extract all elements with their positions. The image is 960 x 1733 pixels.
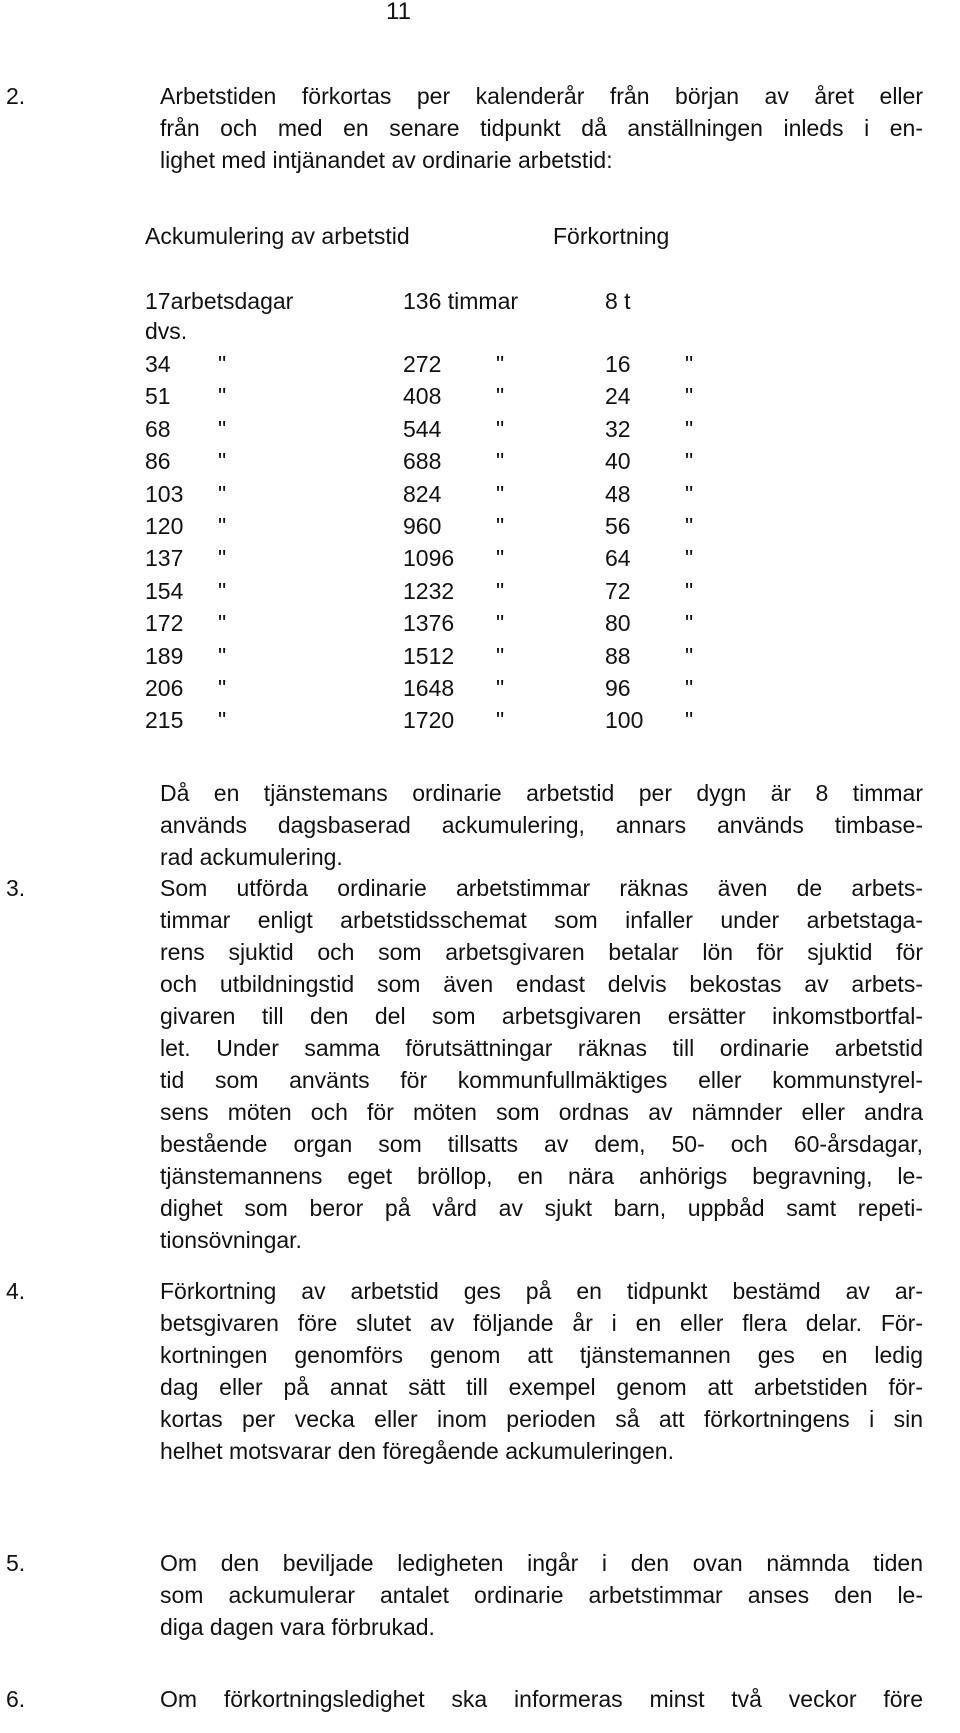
ditto-mark: " (218, 545, 227, 572)
ditto-mark: " (685, 610, 694, 637)
text-line: från och med en senare tidpunkt då anställningen inleds i en- (160, 115, 923, 141)
cell-hours: 1096 (403, 545, 455, 572)
cell-hours: 1512 (403, 642, 455, 669)
ditto-mark: " (685, 577, 694, 604)
ditto-mark: " (218, 415, 227, 442)
cell-hours: 136 timmar (403, 288, 519, 314)
ditto-mark: " (218, 610, 227, 637)
cell-reduction: 16 (605, 351, 631, 377)
cell-reduction: 8 t (605, 288, 631, 314)
table-rows (145, 348, 845, 737)
cell-hours: 544 (403, 415, 442, 442)
table-row (145, 478, 845, 510)
cell-hours: 1648 (403, 674, 455, 701)
item-number: 5. (6, 1550, 26, 1576)
text-line: kortas per vecka eller inom perioden så att förkortningens i sin (160, 1406, 923, 1432)
text-line: Förkortning av arbetstid ges på en tidpunkt bestämd av ar- (160, 1278, 923, 1304)
cell-days: 103 (145, 480, 184, 507)
ditto-mark: " (218, 642, 227, 669)
ditto-mark: " (496, 545, 505, 572)
cell-reduction: 56 (605, 512, 631, 539)
ditto-mark: " (218, 480, 227, 507)
text-line: kortningen genomförs genom att tjänstemannen ges en ledig (160, 1342, 923, 1368)
ditto-mark: " (496, 383, 505, 410)
text-line: som ackumulerar antalet ordinarie arbetstimmar anses den le- (160, 1582, 923, 1608)
cell-reduction: 64 (605, 545, 631, 572)
cell-reduction: 32 (605, 415, 631, 442)
cell-reduction: 80 (605, 610, 631, 637)
cell-days: 120 (145, 512, 184, 539)
header-reduction: Förkortning (553, 223, 670, 249)
ditto-mark: " (496, 512, 505, 539)
table-row (145, 640, 845, 672)
text-line: sens möten och för möten som ordnas av nämnder eller andra (160, 1099, 923, 1125)
item-body (160, 1683, 923, 1715)
header-accumulation: Ackumulering av arbetstid (145, 223, 410, 249)
item-number: 6. (6, 1686, 26, 1712)
cell-hours: 1232 (403, 577, 455, 604)
ditto-mark: " (218, 448, 227, 475)
ditto-mark: " (685, 448, 694, 475)
cell-days: 86 (145, 448, 171, 475)
text-line: används dagsbaserad ackumulering, annars används timbase- (160, 812, 923, 838)
item-body (160, 1275, 923, 1467)
ditto-mark: " (685, 674, 694, 701)
text-line: Om den beviljade ledigheten ingår i den ovan nämnda tiden (160, 1550, 923, 1576)
ditto-mark: " (496, 674, 505, 701)
text-line: givaren till den del som arbetsgivaren ersätter inkomstbortfal- (160, 1003, 923, 1029)
text-line: tionsövningar. (160, 1227, 302, 1253)
ditto-mark: " (685, 383, 694, 410)
ditto-mark: " (496, 642, 505, 669)
ditto-mark: " (685, 480, 694, 507)
item-number: 4. (6, 1278, 26, 1304)
ditto-mark: " (218, 577, 227, 604)
text-line: lighet med intjänandet av ordinarie arbetstid: (160, 147, 613, 173)
text-line: let. Under samma förutsättningar räknas till ordinarie arbetstid (160, 1035, 923, 1061)
cell-hours: 272 (403, 351, 442, 377)
ditto-mark: " (685, 707, 694, 734)
text-line: bestående organ som tillsatts av dem, 50- och 60-årsdagar, (160, 1131, 923, 1157)
table-first-row (145, 285, 845, 317)
ditto-mark: " (496, 415, 505, 442)
cell-days: 154 (145, 577, 184, 604)
text-line: diga dagen vara förbrukad. (160, 1614, 435, 1640)
table-row (145, 672, 845, 704)
ditto-mark: " (218, 351, 227, 377)
table-row (145, 542, 845, 574)
text-line: Som utförda ordinarie arbetstimmar räknas även de arbets- (160, 875, 923, 901)
ditto-mark: " (685, 545, 694, 572)
cell-hours: 1376 (403, 610, 455, 637)
cell-reduction: 48 (605, 480, 631, 507)
text-line: Då en tjänstemans ordinarie arbetstid per dygn är 8 timmar (160, 780, 923, 806)
cell-hours: 1720 (403, 707, 455, 734)
text-line: Om förkortningsledighet ska informeras minst två veckor före (160, 1686, 923, 1712)
item-number: 2. (6, 83, 26, 109)
ditto-mark: " (218, 707, 227, 734)
item-body (160, 872, 923, 1256)
dvs-label: dvs. (145, 318, 188, 344)
cell-days: 172 (145, 610, 184, 637)
cell-reduction: 24 (605, 383, 631, 410)
cell-hours: 688 (403, 448, 442, 475)
text-line: rens sjuktid och som arbetsgivaren betalar lön för sjuktid för (160, 939, 923, 965)
ditto-mark: " (496, 448, 505, 475)
ditto-mark: " (218, 383, 227, 410)
cell-days: 34 (145, 351, 171, 377)
cell-days: 137 (145, 545, 184, 572)
table-row (145, 413, 845, 445)
table-row (145, 607, 845, 639)
cell-reduction: 72 (605, 577, 631, 604)
cell-reduction: 88 (605, 642, 631, 669)
ditto-mark: " (496, 351, 505, 377)
item-number: 3. (6, 875, 26, 901)
cell-reduction: 40 (605, 448, 631, 475)
ditto-mark: " (496, 707, 505, 734)
item-body (160, 1547, 923, 1643)
text-line: tid som använts för kommunfullmäktiges eller kommunstyrel- (160, 1067, 923, 1093)
ditto-mark: " (685, 415, 694, 442)
text-line: betsgivaren före slutet av följande år i en eller flera delar. För- (160, 1310, 923, 1336)
table-row (145, 348, 845, 380)
cell-days: 68 (145, 415, 171, 442)
cell-days: 206 (145, 674, 184, 701)
text-line: och utbildningstid som även endast delvis bekostas av arbets- (160, 971, 923, 997)
cell-reduction: 100 (605, 707, 644, 734)
cell-hours: 408 (403, 383, 442, 410)
page-number: 11 (386, 0, 411, 25)
table-row (145, 704, 845, 736)
item-body (160, 80, 923, 176)
ditto-mark: " (496, 480, 505, 507)
table-row (145, 445, 845, 477)
text-line: timmar enligt arbetstidsschemat som infaller under arbetstaga- (160, 907, 923, 933)
table-header (145, 220, 845, 252)
text-line: rad ackumulering. (160, 844, 343, 870)
text-line: tjänstemannens eget bröllop, en nära anhörigs begravning, le- (160, 1163, 923, 1189)
ditto-mark: " (685, 512, 694, 539)
cell-days: 215 (145, 707, 184, 734)
text-line: dag eller på annat sätt till exempel genom att arbetstiden för- (160, 1374, 923, 1400)
text-line: helhet motsvarar den föregående ackumuleringen. (160, 1438, 674, 1464)
table-row (145, 510, 845, 542)
note-paragraph (160, 777, 923, 873)
cell-reduction: 96 (605, 674, 631, 701)
table-row (145, 380, 845, 412)
cell-days: 189 (145, 642, 184, 669)
ditto-mark: " (685, 351, 694, 377)
ditto-mark: " (685, 642, 694, 669)
cell-hours: 824 (403, 480, 442, 507)
text-line: dighet som beror på vård av sjukt barn, uppbåd samt repeti- (160, 1195, 923, 1221)
ditto-mark: " (218, 512, 227, 539)
table-row (145, 575, 845, 607)
ditto-mark: " (496, 577, 505, 604)
cell-hours: 960 (403, 512, 442, 539)
cell-days: 17arbetsdagar (145, 288, 294, 314)
cell-days: 51 (145, 383, 171, 410)
ditto-mark: " (218, 674, 227, 701)
text-line: Arbetstiden förkortas per kalenderår från början av året eller (160, 83, 923, 109)
ditto-mark: " (496, 610, 505, 637)
